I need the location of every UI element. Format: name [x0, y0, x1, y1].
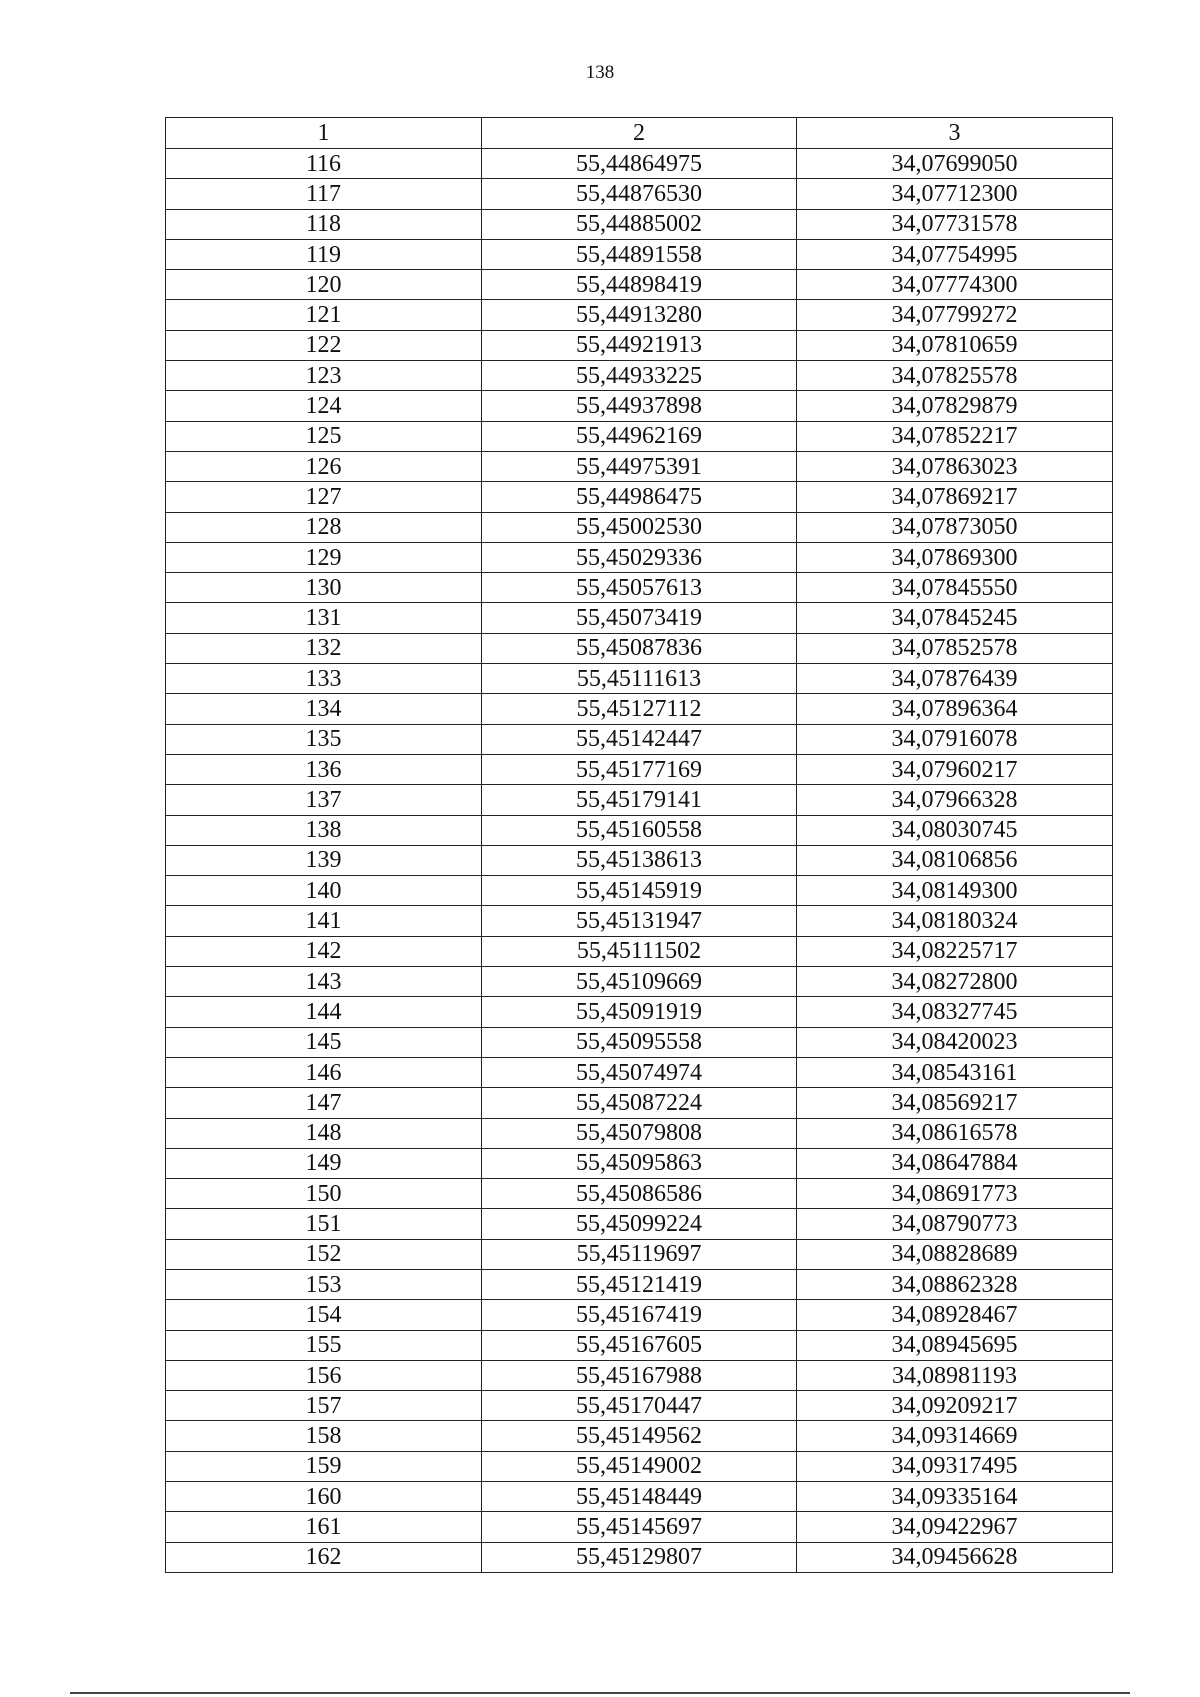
longitude-cell: 34,07810659	[797, 330, 1113, 360]
table-row	[166, 573, 1113, 603]
latitude-cell: 55,45074974	[482, 1057, 797, 1087]
point-number-cell: 139	[166, 845, 482, 875]
point-number-cell: 126	[166, 451, 482, 481]
longitude-cell: 34,07825578	[797, 361, 1113, 391]
longitude-cell: 34,08691773	[797, 1179, 1113, 1209]
longitude-cell: 34,08945695	[797, 1330, 1113, 1360]
table-row	[166, 1269, 1113, 1299]
point-number-cell: 120	[166, 270, 482, 300]
latitude-cell: 55,44921913	[482, 330, 797, 360]
table-row	[166, 1209, 1113, 1239]
table-row	[166, 451, 1113, 481]
table-row	[166, 664, 1113, 694]
latitude-cell: 55,45138613	[482, 845, 797, 875]
point-number-cell: 143	[166, 967, 482, 997]
point-number-cell: 132	[166, 633, 482, 663]
table-row	[166, 1451, 1113, 1481]
latitude-cell: 55,44864975	[482, 149, 797, 179]
latitude-cell: 55,44975391	[482, 451, 797, 481]
point-number-cell: 127	[166, 482, 482, 512]
latitude-cell: 55,44913280	[482, 300, 797, 330]
longitude-cell: 34,08647884	[797, 1148, 1113, 1178]
point-number-cell: 153	[166, 1269, 482, 1299]
table-row	[166, 512, 1113, 542]
table-row	[166, 1330, 1113, 1360]
longitude-cell: 34,08862328	[797, 1269, 1113, 1299]
latitude-cell: 55,45029336	[482, 542, 797, 572]
longitude-cell: 34,07869300	[797, 542, 1113, 572]
footer-divider	[70, 1692, 1130, 1694]
longitude-cell: 34,07863023	[797, 451, 1113, 481]
latitude-cell: 55,45095863	[482, 1148, 797, 1178]
table-row	[166, 1542, 1113, 1572]
point-number-cell: 154	[166, 1300, 482, 1330]
longitude-cell: 34,08569217	[797, 1088, 1113, 1118]
longitude-cell: 34,07960217	[797, 754, 1113, 784]
latitude-cell: 55,45145919	[482, 876, 797, 906]
latitude-cell: 55,44876530	[482, 179, 797, 209]
table-row	[166, 845, 1113, 875]
longitude-cell: 34,07774300	[797, 270, 1113, 300]
latitude-cell: 55,45129807	[482, 1542, 797, 1572]
table-row	[166, 239, 1113, 269]
table-row	[166, 1482, 1113, 1512]
table-row	[166, 906, 1113, 936]
point-number-cell: 141	[166, 906, 482, 936]
table-row	[166, 179, 1113, 209]
table-row	[166, 876, 1113, 906]
point-number-cell: 162	[166, 1542, 482, 1572]
latitude-cell: 55,45073419	[482, 603, 797, 633]
longitude-cell: 34,09456628	[797, 1542, 1113, 1572]
longitude-cell: 34,07712300	[797, 179, 1113, 209]
latitude-cell: 55,45109669	[482, 967, 797, 997]
table-row	[166, 694, 1113, 724]
longitude-cell: 34,07916078	[797, 724, 1113, 754]
point-number-cell: 138	[166, 815, 482, 845]
table-row	[166, 815, 1113, 845]
column-header-2: 2	[482, 118, 797, 149]
table-row	[166, 936, 1113, 966]
point-number-cell: 148	[166, 1118, 482, 1148]
point-number-cell: 160	[166, 1482, 482, 1512]
latitude-cell: 55,44898419	[482, 270, 797, 300]
latitude-cell: 55,44937898	[482, 391, 797, 421]
point-number-cell: 157	[166, 1391, 482, 1421]
longitude-cell: 34,08616578	[797, 1118, 1113, 1148]
longitude-cell: 34,09209217	[797, 1391, 1113, 1421]
longitude-cell: 34,09335164	[797, 1482, 1113, 1512]
longitude-cell: 34,08225717	[797, 936, 1113, 966]
latitude-cell: 55,45142447	[482, 724, 797, 754]
longitude-cell: 34,07731578	[797, 209, 1113, 239]
table-row	[166, 1360, 1113, 1390]
page-number: 138	[585, 62, 615, 83]
point-number-cell: 152	[166, 1239, 482, 1269]
table-row	[166, 1148, 1113, 1178]
point-number-cell: 142	[166, 936, 482, 966]
table-row	[166, 421, 1113, 451]
longitude-cell: 34,07852217	[797, 421, 1113, 451]
longitude-cell: 34,07873050	[797, 512, 1113, 542]
table-row	[166, 300, 1113, 330]
longitude-cell: 34,07829879	[797, 391, 1113, 421]
latitude-cell: 55,45087836	[482, 633, 797, 663]
point-number-cell: 129	[166, 542, 482, 572]
longitude-cell: 34,07845550	[797, 573, 1113, 603]
point-number-cell: 149	[166, 1148, 482, 1178]
table-row	[166, 785, 1113, 815]
table-row	[166, 633, 1113, 663]
table-row	[166, 967, 1113, 997]
latitude-cell: 55,45149562	[482, 1421, 797, 1451]
table-row	[166, 270, 1113, 300]
table-row	[166, 1027, 1113, 1057]
point-number-cell: 123	[166, 361, 482, 391]
point-number-cell: 140	[166, 876, 482, 906]
latitude-cell: 55,45177169	[482, 754, 797, 784]
latitude-cell: 55,45099224	[482, 1209, 797, 1239]
point-number-cell: 161	[166, 1512, 482, 1542]
latitude-cell: 55,45149002	[482, 1451, 797, 1481]
table-row	[166, 1391, 1113, 1421]
table-row	[166, 361, 1113, 391]
point-number-cell: 116	[166, 149, 482, 179]
longitude-cell: 34,08420023	[797, 1027, 1113, 1057]
longitude-cell: 34,07699050	[797, 149, 1113, 179]
latitude-cell: 55,45131947	[482, 906, 797, 936]
table-row	[166, 997, 1113, 1027]
longitude-cell: 34,07966328	[797, 785, 1113, 815]
latitude-cell: 55,44986475	[482, 482, 797, 512]
table-row	[166, 330, 1113, 360]
longitude-cell: 34,08106856	[797, 845, 1113, 875]
table-header-row	[166, 118, 1113, 149]
table-row	[166, 603, 1113, 633]
longitude-cell: 34,08149300	[797, 876, 1113, 906]
latitude-cell: 55,45057613	[482, 573, 797, 603]
table-row	[166, 1512, 1113, 1542]
longitude-cell: 34,08790773	[797, 1209, 1113, 1239]
latitude-cell: 55,45127112	[482, 694, 797, 724]
latitude-cell: 55,45121419	[482, 1269, 797, 1299]
point-number-cell: 158	[166, 1421, 482, 1451]
table-row	[166, 1179, 1113, 1209]
latitude-cell: 55,45167988	[482, 1360, 797, 1390]
latitude-cell: 55,45091919	[482, 997, 797, 1027]
latitude-cell: 55,45167605	[482, 1330, 797, 1360]
point-number-cell: 156	[166, 1360, 482, 1390]
longitude-cell: 34,08828689	[797, 1239, 1113, 1269]
longitude-cell: 34,07852578	[797, 633, 1113, 663]
point-number-cell: 130	[166, 573, 482, 603]
latitude-cell: 55,45111502	[482, 936, 797, 966]
latitude-cell: 55,44891558	[482, 239, 797, 269]
point-number-cell: 159	[166, 1451, 482, 1481]
latitude-cell: 55,44933225	[482, 361, 797, 391]
table-row	[166, 482, 1113, 512]
longitude-cell: 34,07754995	[797, 239, 1113, 269]
point-number-cell: 125	[166, 421, 482, 451]
latitude-cell: 55,45148449	[482, 1482, 797, 1512]
point-number-cell: 131	[166, 603, 482, 633]
longitude-cell: 34,07845245	[797, 603, 1113, 633]
table-row	[166, 542, 1113, 572]
longitude-cell: 34,08981193	[797, 1360, 1113, 1390]
point-number-cell: 133	[166, 664, 482, 694]
longitude-cell: 34,07876439	[797, 664, 1113, 694]
point-number-cell: 145	[166, 1027, 482, 1057]
table-row	[166, 1239, 1113, 1269]
point-number-cell: 144	[166, 997, 482, 1027]
longitude-cell: 34,09314669	[797, 1421, 1113, 1451]
longitude-cell: 34,07896364	[797, 694, 1113, 724]
point-number-cell: 136	[166, 754, 482, 784]
longitude-cell: 34,09422967	[797, 1512, 1113, 1542]
latitude-cell: 55,45179141	[482, 785, 797, 815]
table-row	[166, 1118, 1113, 1148]
point-number-cell: 137	[166, 785, 482, 815]
longitude-cell: 34,08030745	[797, 815, 1113, 845]
table-row	[166, 209, 1113, 239]
latitude-cell: 55,45167419	[482, 1300, 797, 1330]
latitude-cell: 55,45087224	[482, 1088, 797, 1118]
longitude-cell: 34,08327745	[797, 997, 1113, 1027]
table-row	[166, 149, 1113, 179]
point-number-cell: 155	[166, 1330, 482, 1360]
point-number-cell: 146	[166, 1057, 482, 1087]
latitude-cell: 55,44962169	[482, 421, 797, 451]
longitude-cell: 34,08928467	[797, 1300, 1113, 1330]
latitude-cell: 55,45145697	[482, 1512, 797, 1542]
column-header-1: 1	[166, 118, 482, 149]
latitude-cell: 55,44885002	[482, 209, 797, 239]
table-row	[166, 754, 1113, 784]
longitude-cell: 34,09317495	[797, 1451, 1113, 1481]
point-number-cell: 128	[166, 512, 482, 542]
table-body	[166, 149, 1113, 1573]
latitude-cell: 55,45002530	[482, 512, 797, 542]
point-number-cell: 147	[166, 1088, 482, 1118]
table-row	[166, 1421, 1113, 1451]
longitude-cell: 34,08180324	[797, 906, 1113, 936]
point-number-cell: 134	[166, 694, 482, 724]
point-number-cell: 121	[166, 300, 482, 330]
point-number-cell: 135	[166, 724, 482, 754]
table-row	[166, 391, 1113, 421]
longitude-cell: 34,07869217	[797, 482, 1113, 512]
latitude-cell: 55,45079808	[482, 1118, 797, 1148]
table-row	[166, 1057, 1113, 1087]
point-number-cell: 118	[166, 209, 482, 239]
point-number-cell: 151	[166, 1209, 482, 1239]
longitude-cell: 34,07799272	[797, 300, 1113, 330]
latitude-cell: 55,45111613	[482, 664, 797, 694]
latitude-cell: 55,45095558	[482, 1027, 797, 1057]
longitude-cell: 34,08543161	[797, 1057, 1113, 1087]
point-number-cell: 117	[166, 179, 482, 209]
column-header-3: 3	[797, 118, 1113, 149]
point-number-cell: 122	[166, 330, 482, 360]
latitude-cell: 55,45119697	[482, 1239, 797, 1269]
latitude-cell: 55,45170447	[482, 1391, 797, 1421]
table-row	[166, 1300, 1113, 1330]
latitude-cell: 55,45086586	[482, 1179, 797, 1209]
table-row	[166, 724, 1113, 754]
longitude-cell: 34,08272800	[797, 967, 1113, 997]
point-number-cell: 119	[166, 239, 482, 269]
coordinates-table	[165, 117, 1113, 1573]
latitude-cell: 55,45160558	[482, 815, 797, 845]
point-number-cell: 150	[166, 1179, 482, 1209]
point-number-cell: 124	[166, 391, 482, 421]
table-row	[166, 1088, 1113, 1118]
